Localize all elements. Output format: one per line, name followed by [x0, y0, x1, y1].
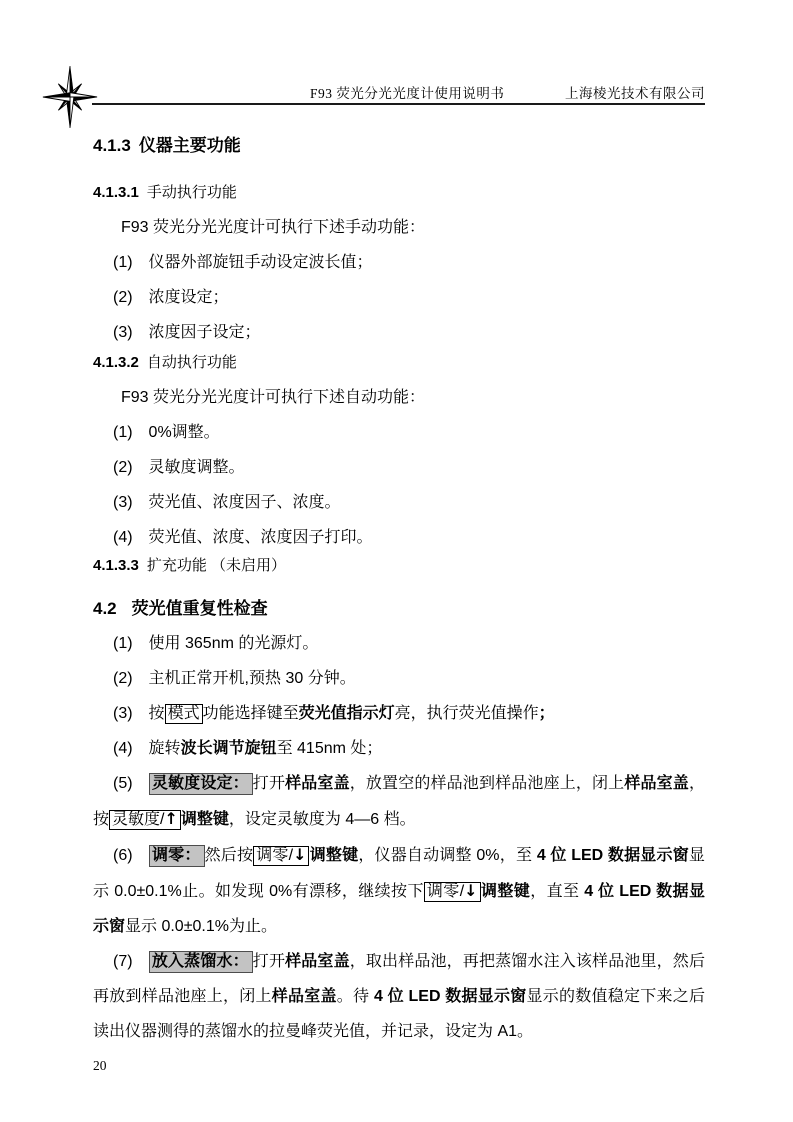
bold-run: 样品室盖: [285, 775, 350, 792]
highlight-label: 调零：: [149, 845, 205, 867]
text-run: (5): [113, 775, 149, 792]
text-run: 显示 0.0±0.1%为止。: [125, 918, 277, 935]
auto-intro-paragraph: F93 荧光分光光度计可执行下述自动功能：: [121, 389, 426, 406]
page-body: [93, 126, 705, 1049]
bold-run: 样品室盖: [285, 953, 350, 970]
text-run: ，按: [93, 775, 705, 828]
header-doc-title: F93 荧光分光光度计使用说明书: [310, 86, 505, 101]
heading-4-2: [93, 589, 705, 626]
key-label: 调零/: [426, 883, 465, 900]
mode-key: [165, 704, 203, 724]
bold-run: 4 位 LED 数据显示窗: [536, 847, 689, 864]
heading-number: 4.1.3.2: [93, 354, 139, 371]
heading-4-1-3: [93, 126, 705, 163]
text-run: 打开: [252, 953, 286, 970]
bold-run: 调整键: [309, 847, 359, 864]
heading-number: 4.1.3.3: [93, 557, 139, 574]
highlight-label: 放入蒸馏水：: [149, 951, 253, 973]
auto-item-1: (1) 0%调整。: [113, 424, 220, 441]
auto-item-2: (2) 灵敏度调整。: [113, 459, 245, 476]
heading-4-1-3-2: [93, 345, 705, 380]
page-number: 20: [93, 1058, 107, 1073]
bold-run: 4 位 LED 数据显示窗: [373, 988, 527, 1005]
text-run: 至 415nm 处；: [276, 740, 383, 757]
check-step-5: [93, 766, 705, 837]
text-run: 亮，执行荧光值操作: [394, 705, 539, 722]
auto-item-3: (3) 荧光值、浓度因子、浓度。: [113, 494, 341, 511]
text-run: ，取出样品池，再把蒸馏水注入该样品池里，然后再放到样品池座上，闭上: [93, 953, 705, 1005]
text-run: 显示的数值稳定下来之后读出仪器测得的蒸馏水的拉曼峰荧光值，并记录，设定为 A1。: [93, 988, 705, 1040]
key-label: 灵敏度/: [112, 811, 165, 828]
check-step-7: [93, 944, 705, 1049]
header-company-name: 上海棱光技术有限公司: [565, 86, 705, 101]
bold-run: 荧光值指示灯: [298, 705, 395, 722]
manual-intro-paragraph: F93 荧光分光光度计可执行下述手动功能：: [121, 219, 426, 236]
bold-run: 样品室盖: [624, 775, 689, 792]
heading-number: 4.2: [93, 599, 117, 618]
text-run: (7): [113, 953, 149, 970]
check-step-6: [93, 837, 705, 944]
manual-item-3: (3) 浓度因子设定；: [113, 324, 261, 341]
text-run: 。待: [336, 988, 374, 1005]
heading-text: 手动执行功能: [146, 184, 237, 201]
text-run: 然后按: [204, 847, 254, 864]
sensitivity-up-key: [109, 810, 181, 830]
heading-text: 仪器主要功能: [138, 136, 241, 155]
auto-item-4: (4) 荧光值、浓度、浓度因子打印。: [113, 529, 373, 546]
heading-number: 4.1.3.1: [93, 184, 139, 201]
text-run: ，仪器自动调整 0%，至: [358, 847, 537, 864]
text-run: ，直至: [530, 883, 585, 900]
key-label: 模式: [167, 705, 200, 722]
bold-run: 调整键: [480, 883, 531, 900]
bold-run: 调整键: [180, 811, 229, 828]
text-run: ，放置空的样品池到样品池座上，闭上: [349, 775, 625, 792]
bold-run: ；: [538, 705, 555, 722]
bold-run: 样品室盖: [271, 988, 337, 1005]
key-label: 调零/: [256, 847, 294, 864]
manual-item-1: (1) 仪器外部旋钮手动设定波长值；: [113, 254, 373, 271]
bold-run: 波长调节旋钮: [180, 740, 277, 757]
text-run: (4) 旋转: [113, 740, 181, 757]
heading-text: 自动执行功能: [146, 354, 237, 371]
check-step-2: (2) 主机正常开机,预热 30 分钟。: [113, 670, 356, 687]
bold-run: 4 位 LED 数据显示窗: [93, 883, 705, 935]
heading-number: 4.1.3: [93, 136, 131, 155]
highlight-label: 灵敏度设定：: [149, 773, 253, 795]
heading-4-1-3-3: [93, 548, 705, 583]
zero-down-key: [253, 846, 309, 866]
heading-text: 荧光值重复性检查: [131, 599, 268, 618]
check-step-4: [93, 731, 705, 766]
heading-4-1-3-1: [93, 175, 705, 210]
down-arrow-icon: ↓: [464, 881, 478, 900]
down-arrow-icon: ↓: [293, 845, 307, 864]
manual-item-2: (2) 浓度设定；: [113, 289, 229, 306]
text-run: 显示 0.0±0.1%止。如发现 0%有漂移，继续按下: [93, 847, 705, 900]
check-step-1: (1) 使用 365nm 的光源灯。: [113, 635, 319, 652]
zero-down-key: [424, 882, 481, 902]
text-run: (6): [113, 847, 149, 864]
text-run: 打开: [252, 775, 286, 792]
text-run: 功能选择键至: [202, 705, 299, 722]
text-run: ，设定灵敏度为 4—6 档。: [228, 811, 416, 828]
text-run: (3) 按: [113, 705, 165, 722]
header-rule: [92, 103, 705, 105]
compass-rose-icon: [41, 64, 99, 130]
check-step-3: [93, 696, 705, 731]
heading-text: 扩充功能 （未启用）: [146, 557, 287, 574]
up-arrow-icon: ↑: [164, 809, 178, 828]
